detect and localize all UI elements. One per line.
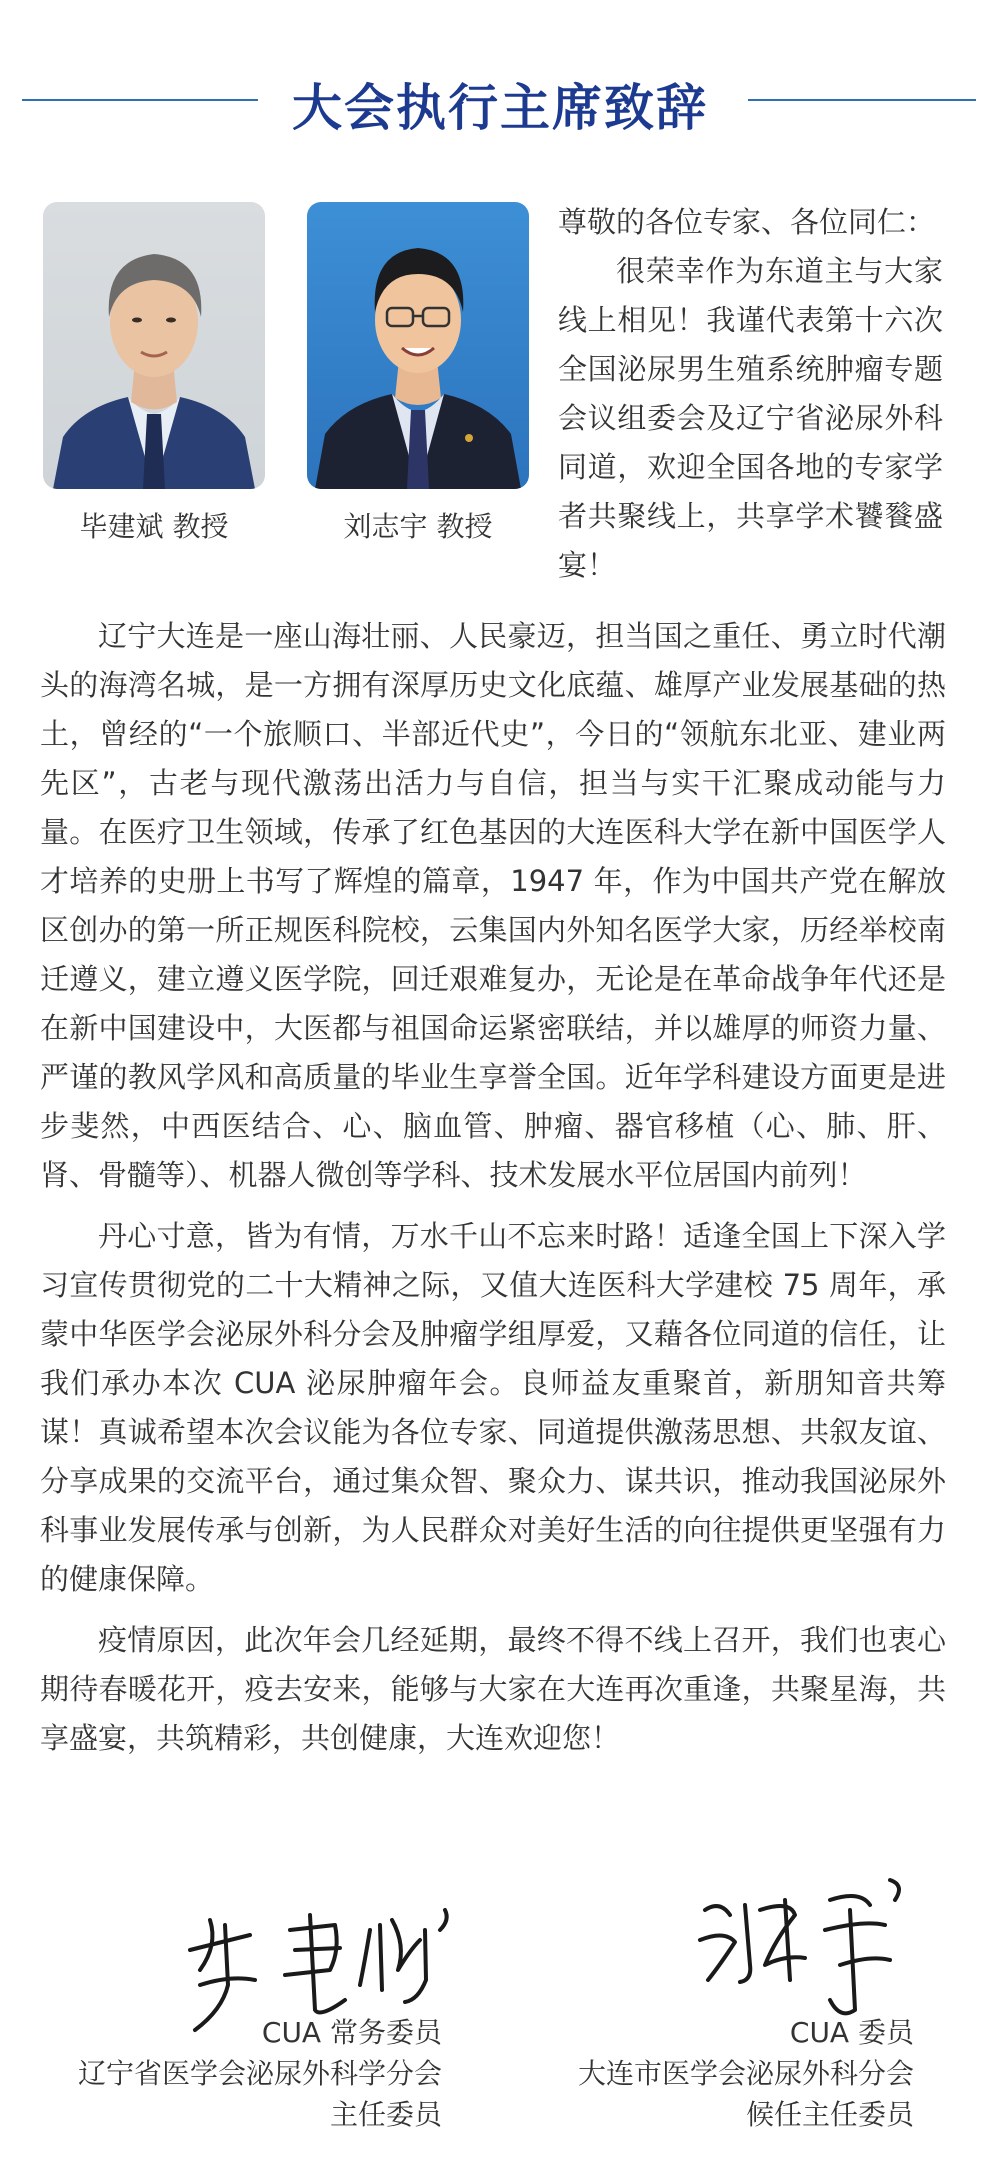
opening-text [558,198,943,590]
signature-block-1 [40,2012,442,2135]
handwritten-signature-2 [690,1870,920,2030]
signature-line: 主任委员 [329,2098,442,2131]
portrait-caption-1: 毕建斌 教授 [79,510,229,543]
header-rule-left [22,99,258,101]
paragraph: 疫情原因，此次年会几经延期，最终不得不线上召开，我们也衷心期待春暖花开，疫去安来，能够与大家在大连再次重逢，共聚星海，共享盛宴，共筑精彩，共创健康，大连欢迎您！ [40,1623,946,1755]
intro-paragraph: 很荣幸作为东道主与大家线上相见！我谨代表第十六次全国泌尿男生殖系统肿瘤专题会议组委会及辽宁省泌尿外科同道，欢迎全国各地的专家学者共聚线上，共享学术饕餮盛宴！ [558,254,943,582]
paragraph: 丹心寸意，皆为有情，万水千山不忘来时路！适逢全国上下深入学习宣传贯彻党的二十大精神之际，又值大连医科大学建校 75 周年，承蒙中华医学会泌尿外科分会及肿瘤学组厚爱，又藉各位同道的信任，让我们承办本次 CUA 泌尿肿瘤年会。良师益友重聚首，新朋知音共筹谋！真诚希望本次会议能为各位专家、同道提供激荡思想、共叙友谊、分享成果的交流平台，通过集众智、聚众力、谋共识，推动我国泌尿外科事业发展传承与创新，为人民群众对美好生活的向往提供更坚强有力的健康保障。 [40,1219,946,1596]
portrait-caption-2: 刘志宇 教授 [343,510,493,543]
header-rule-right [748,99,976,101]
paragraph: 辽宁大连是一座山海壮丽、人民豪迈，担当国之重任、勇立时代潮头的海湾名城，是一方拥有深厚历史文化底蕴、雄厚产业发展基础的热土，曾经的“一个旅顺口、半部近代史”，今日的“领航东北亚、建业两先区”，古老与现代激荡出活力与自信，担当与实干汇聚成动能与力量。在医疗卫生领域，传承了红色基因的大连医科大学在新中国医学人才培养的史册上书写了辉煌的篇章，1947 年，作为中国共产党在解放区创办的第一所正规医科院校，云集国内外知名医学大家，历经举校南迁遵义，建立遵义医学院，回迁艰难复办，无论是在革命战争年代还是在新中国建设中，大医都与祖国命运紧密联结，并以雄厚的师资力量、严谨的教风学风和高质量的毕业生享誉全国。近年学科建设方面更是进步斐然，中西医结合、心、脑血管、肿瘤、器官移植（心、肺、肝、肾、骨髓等）、机器人微创等学科、技术发展水平位居国内前列！ [40,619,946,1192]
portrait-photo-1 [43,202,265,489]
body-text [40,612,946,1775]
signature-block-2 [540,2012,914,2135]
signature-line: CUA 常务委员 [261,2016,442,2049]
page-title: 大会执行主席致辞 [292,79,708,137]
signature-line: 辽宁省医学会泌尿外科学分会 [77,2057,442,2090]
portrait-photo-2 [307,202,529,489]
greeting: 尊敬的各位专家、各位同仁： [558,205,936,239]
signature-line: 候任主任委员 [745,2098,914,2131]
signature-line: CUA 委员 [789,2016,914,2049]
page-header [0,60,1000,140]
signature-line: 大连市医学会泌尿外科分会 [577,2057,914,2090]
